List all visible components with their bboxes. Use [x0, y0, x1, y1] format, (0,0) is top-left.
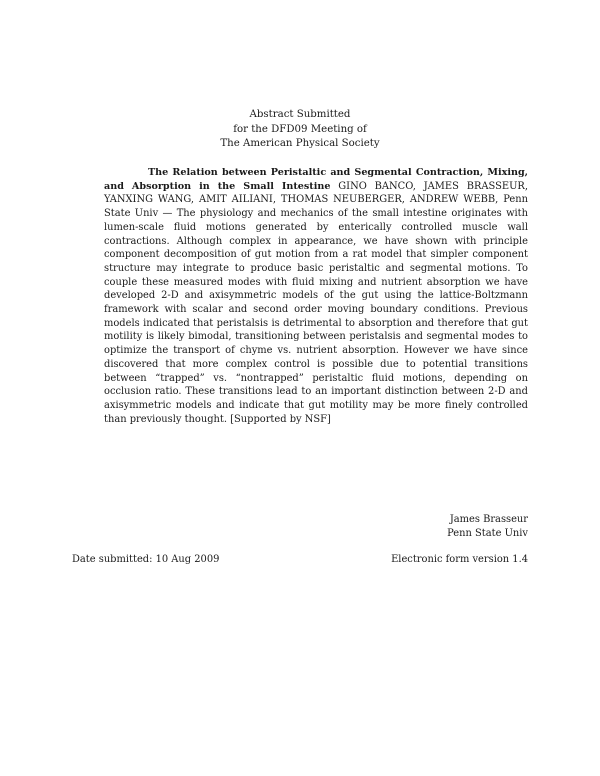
signature-name: James Brasseur: [449, 514, 528, 525]
date-submitted: Date submitted: 10 Aug 2009: [72, 554, 220, 565]
abstract-body: The physiology and mechanics of the small intestine originates with lumen-scale fluid motions generated by enterically controlled muscle wall contractions. Although complex in appearance, we have shown with principle component decomposition of gut motion from a rat model that simpler component structure may integrate to produce basic peristaltic and segmental motions. To couple these measured modes with fluid mixing and nutrient absorption we have developed 2-D and axisymmetric models of the gut using the lattice-Boltzmann framework with scalar and second order moving boundary conditions. Previous models indicated that peristalsis is detrimental to absorption and therefore that gut motility is likely bimodal, transitioning between peristalsis and segmental modes to optimize the transport of chyme vs. nutrient absorption. However we have since discovered that more complex control is possible due to potential transitions between “trapped” vs. “nontrapped” peristaltic fluid motions, depending on occlusion ratio. These transitions lead to an important distinction between 2-D and axisymmetric models and indicate that gut motility may be more finely controlled than previously thought. [Supported by NSF]: [104, 208, 529, 425]
abstract-separator: —: [162, 208, 173, 220]
header-line-meeting: for the DFD09 Meeting of: [233, 123, 367, 135]
form-version: Electronic form version 1.4: [391, 554, 528, 565]
abstract-block: [104, 166, 528, 426]
abstract-authors: GINO BANCO, JAMES BRASSEUR, YANXING WANG, AMIT AILIANI, THOMAS NEUBERGER, ANDREW WEBB, Penn State Univ: [104, 180, 528, 220]
submission-header: [0, 108, 600, 152]
abstract-title: The Relation between Peristaltic and Segmental Contraction, Mixing, and Absorption in the Small Intestine: [104, 167, 528, 192]
header-line-abstract-submitted: Abstract Submitted: [249, 109, 351, 120]
header-line-society: The American Physical Society: [220, 138, 380, 149]
signature-affiliation: Penn State Univ: [447, 528, 528, 539]
signature-block: [447, 513, 528, 541]
